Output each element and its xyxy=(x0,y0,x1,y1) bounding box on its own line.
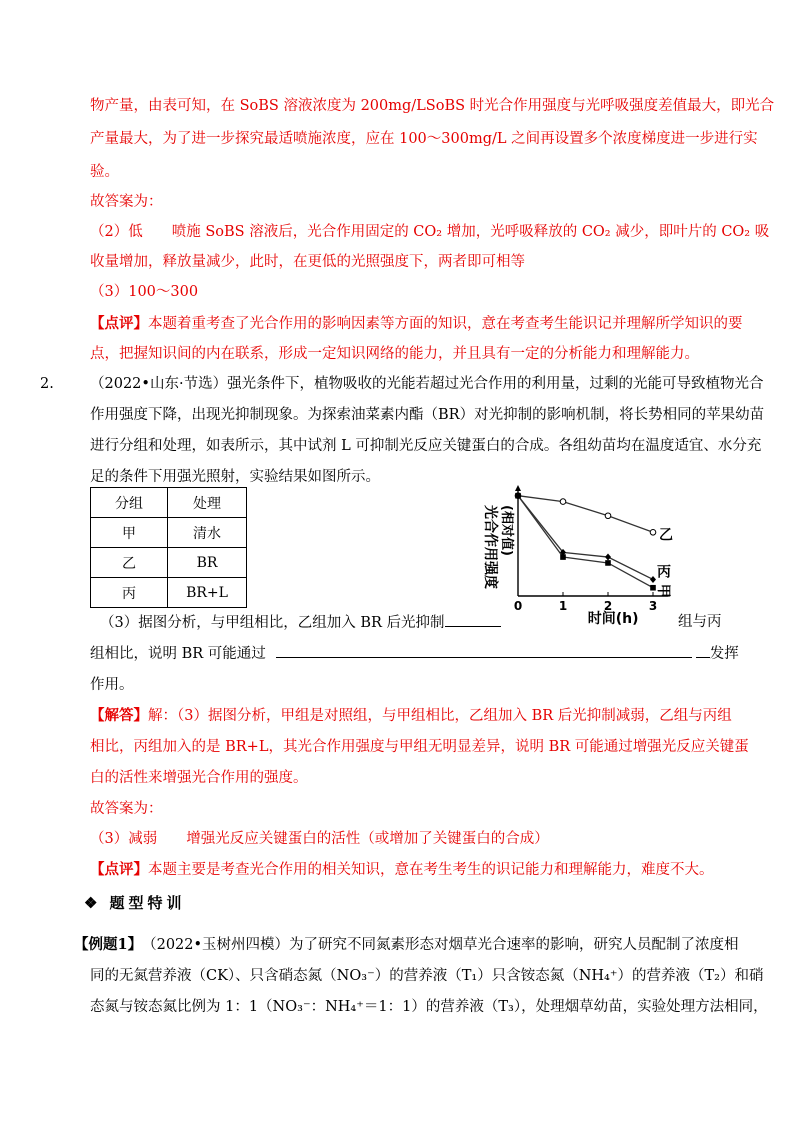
data-point xyxy=(605,554,611,561)
answer-blank[interactable] xyxy=(276,643,692,658)
question-line: 作用强度下降，出现光抑制现象。为探索油菜素内酯（BR）对光抑制的影响机制，将长势相同的苹果幼苗 xyxy=(90,407,765,423)
x-tick-label: 2 xyxy=(603,599,613,613)
answer-line: 收量增加，释放量减少，此时，在更低的光照强度下，两者即可相等 xyxy=(90,254,525,270)
table-cell: 甲 xyxy=(91,518,168,548)
answer-title: 故答案为： xyxy=(90,194,163,210)
section-heading xyxy=(84,893,185,913)
example-line: 态氮与铵态氮比例为 1：1（NO₃⁻：NH₄⁺＝1：1）的营养液（T₃），处理烟草幼苗，实验处理方法相同， xyxy=(90,999,768,1015)
subquestion-text: 组相比，说明 BR 可能通过 xyxy=(90,646,266,662)
y-axis-label: 光合作用强度 xyxy=(482,505,498,589)
x-axis-label: 时间(h) xyxy=(587,611,639,625)
subquestion-text: （3）据图分析，与甲组相比，乙组加入 BR 后光抑制 xyxy=(100,615,445,631)
answer-blank[interactable] xyxy=(445,612,501,627)
solution-text: 解：（3）据图分析，甲组是对照组，与甲组相比，乙组加入 BR 后光抑制减弱，乙组与丙组 xyxy=(148,708,732,724)
solution-line: 白的活性来增强光合作用的强度。 xyxy=(90,770,308,786)
question-line: 足的条件下用强光照射，实验结果如图所示。 xyxy=(90,469,380,485)
data-point xyxy=(605,513,611,519)
x-tick-label: 0 xyxy=(513,599,523,613)
series-line xyxy=(518,496,653,588)
subquestion-line xyxy=(100,612,501,633)
subquestion-text: 发挥 xyxy=(709,646,739,662)
y-axis-arrow xyxy=(515,485,521,491)
series-label: 乙 xyxy=(659,527,673,544)
table-cell: 清水 xyxy=(168,518,247,548)
data-point xyxy=(650,585,656,591)
series-label: 丙 xyxy=(657,564,671,581)
series-line xyxy=(518,496,653,533)
question-line: 进行分组和处理，如表所示，其中试剂 L 可抑制光反应关键蛋白的合成。各组幼苗均在温度适宜、水分充 xyxy=(90,438,762,454)
example-label: 【例题1】 xyxy=(74,936,135,953)
review-tag: 【点评】 xyxy=(90,861,148,878)
data-point xyxy=(560,499,566,505)
question-number: 2. xyxy=(40,376,54,392)
table-header-row xyxy=(91,488,247,518)
example-text: （2022•玉树州四模）为了研究不同氮素形态对烟草光合速率的影响，研究人员配制了浓度相 xyxy=(134,937,739,953)
table-row xyxy=(91,578,247,608)
data-point xyxy=(560,554,566,560)
review-line: 点，把握知识间的内在联系，形成一定知识网络的能力，并且具有一定的分析能力和理解能力。 xyxy=(90,346,699,362)
example-line xyxy=(74,935,739,955)
table-cell: BR xyxy=(168,548,247,578)
table-cell: BR+L xyxy=(168,578,247,608)
subquestion-line xyxy=(90,643,739,664)
photosynthesis-chart xyxy=(478,485,710,625)
solution-line: 相比，丙组加入的是 BR+L，其光合作用强度与甲组无明显差异，说明 BR 可能通过增强光反应关键蛋 xyxy=(90,739,749,755)
analysis-line: 验。 xyxy=(90,164,119,180)
table-row xyxy=(91,518,247,548)
answer-line: （3）减弱 增强光反应关键蛋白的活性（或增加了关键蛋白的合成） xyxy=(90,831,549,847)
data-point xyxy=(605,560,611,566)
table-header: 分组 xyxy=(91,488,168,518)
subquestion-text: 组与丙 xyxy=(678,614,722,630)
answer-line: （2）低 喷施 SoBS 溶液后，光合作用固定的 CO₂ 增加，光呼吸释放的 CO₂ 减少，即叶片的 CO₂ 吸 xyxy=(90,224,770,240)
data-point xyxy=(515,493,521,499)
review-line xyxy=(90,314,743,334)
question-line: （2022•山东·节选）强光条件下，植物吸收的光能若超过光合作用的利用量，过剩的光能可导致植物光合 xyxy=(90,376,764,392)
answer-blank[interactable] xyxy=(696,643,710,658)
data-point xyxy=(650,576,656,583)
section-title: 题型特训 xyxy=(109,894,186,912)
data-point xyxy=(650,529,656,535)
solution-line xyxy=(90,706,732,726)
y-axis-label: (相对值) xyxy=(499,505,514,556)
solution-tag: 【解答】 xyxy=(90,707,148,724)
answer-line: （3）100～300 xyxy=(90,284,199,300)
x-tick-label: 3 xyxy=(648,599,658,613)
answer-title: 故答案为： xyxy=(90,801,163,817)
diamond-icon: ❖ xyxy=(84,894,98,912)
review-text: 本题主要是考查光合作用的相关知识，意在考生考生的识记能力和理解能力，难度不大。 xyxy=(148,862,714,878)
table-cell: 乙 xyxy=(91,548,168,578)
analysis-line: 物产量，由表可知，在 SoBS 溶液浓度为 200mg/LSoBS 时光合作用强度与光呼吸强度差值最大，即光合 xyxy=(90,98,775,114)
review-line xyxy=(90,860,714,880)
series-label: 甲 xyxy=(655,583,671,598)
table-row xyxy=(91,548,247,578)
review-tag: 【点评】 xyxy=(90,315,148,332)
example-line: 同的无氮营养液（CK）、只含硝态氮（NO₃⁻）的营养液（T₁）只含铵态氮（NH₄⁺）的营养液（T₂）和硝 xyxy=(90,968,764,984)
table-header: 处理 xyxy=(168,488,247,518)
table-cell: 丙 xyxy=(91,578,168,608)
review-text: 本题着重考查了光合作用的影响因素等方面的知识，意在考查考生能识记并理解所学知识的要 xyxy=(148,316,743,332)
group-table xyxy=(90,487,247,608)
subquestion-line: 作用。 xyxy=(90,677,134,693)
x-tick-label: 1 xyxy=(558,599,568,613)
analysis-line: 产量最大，为了进一步探究最适喷施浓度，应在 100～300mg/L 之间再设置多个浓度梯度进一步进行实 xyxy=(90,131,758,147)
